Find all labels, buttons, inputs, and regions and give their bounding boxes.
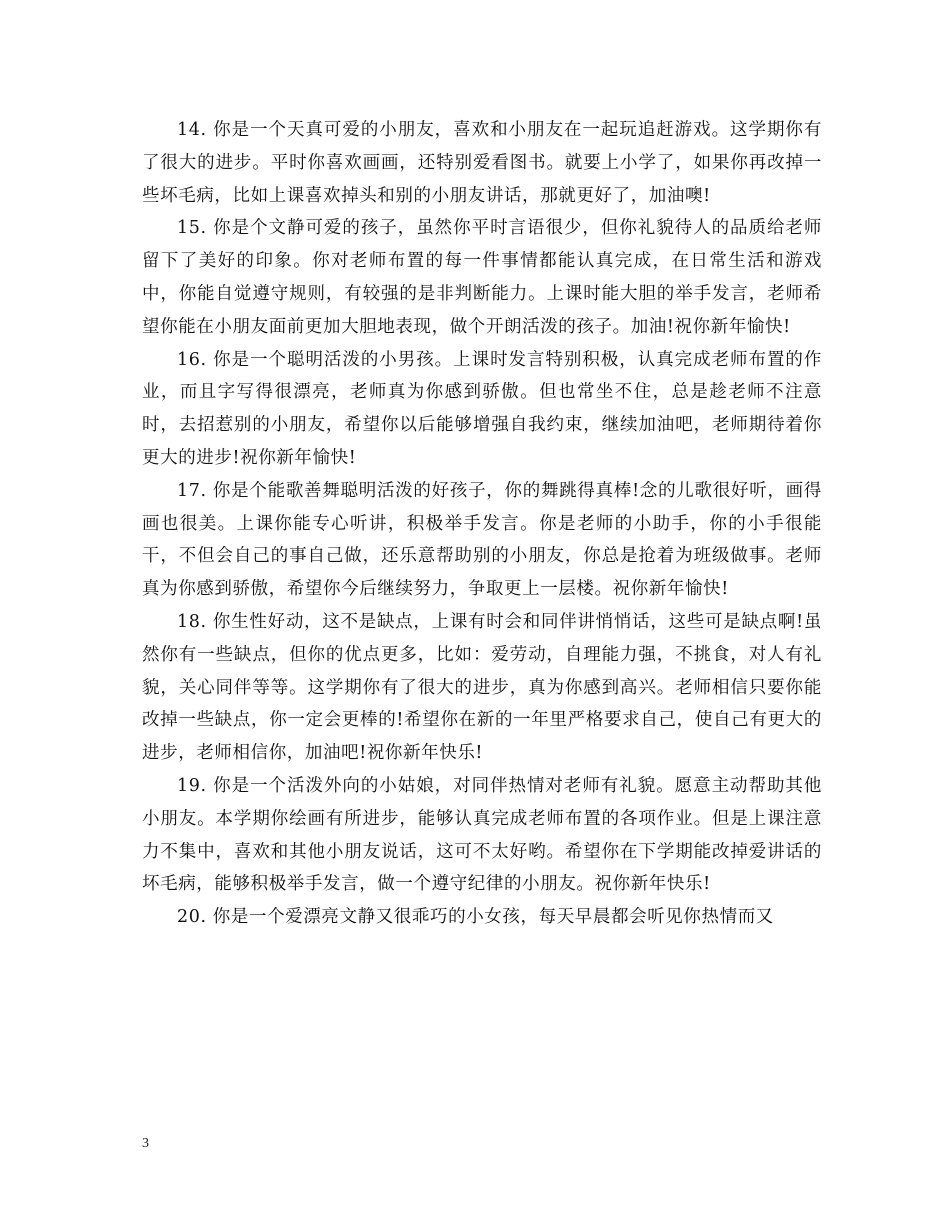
paragraph-16: 16. 你是一个聪明活泼的小男孩。上课时发言特别积极，认真完成老师布置的作业，而且字写得很漂亮，老师真为你感到骄傲。但也常坐不住，总是趁老师不注意时，去招惹别的小朋友，希望你以后能够增强自我约束，继续加油吧，老师期待着你更大的进步!祝你新年愉快! <box>142 349 822 468</box>
paragraph-14: 14. 你是一个天真可爱的小朋友，喜欢和小朋友在一起玩追赶游戏。这学期你有了很大的进步。平时你喜欢画画，还特别爱看图书。就要上小学了，如果你再改掉一些坏毛病，比如上课喜欢掉头和别的小朋友讲话，那就更好了，加油噢! <box>142 120 822 206</box>
document-body <box>142 114 822 934</box>
page-number: 3 <box>142 1136 149 1151</box>
paragraph-20: 20. 你是一个爱漂亮文静又很乖巧的小女孩，每天早晨都会听见你热情而又 <box>177 907 774 928</box>
paragraph-18: 18. 你生性好动，这不是缺点，上课有时会和同伴讲悄悄话，这些可是缺点啊!虽然你有一些缺点，但你的优点更多，比如：爱劳动，自理能力强，不挑食，对人有礼貌，关心同伴等等。这学期你有了很大的进步，真为你感到高兴。老师相信只要你能改掉一些缺点，你一定会更棒的!希望你在新的一年里严格要求自己，使自己有更大的进步，老师相信你，加油吧!祝你新年快乐! <box>142 611 822 764</box>
paragraph-19: 19. 你是一个活泼外向的小姑娘，对同伴热情对老师有礼貌。愿意主动帮助其他小朋友。本学期你绘画有所进步，能够认真完成老师布置的各项作业。但是上课注意力不集中，喜欢和其他小朋友说话，这可不太好哟。希望你在下学期能改掉爱讲话的坏毛病，能够积极举手发言，做一个遵守纪律的小朋友。祝你新年快乐! <box>142 775 822 895</box>
paragraph-15: 15. 你是个文静可爱的孩子，虽然你平时言语很少，但你礼貌待人的品质给老师留下了美好的印象。你对老师布置的每一件事情都能认真完成，在日常生活和游戏中，你能自觉遵守规则，有较强的是非判断能力。上课时能大胆的举手发言，老师希望你能在小朋友面前更加大胆地表现，做个开朗活泼的孩子。加油!祝你新年愉快! <box>142 218 822 337</box>
paragraph-17: 17. 你是个能歌善舞聪明活泼的好孩子，你的舞跳得真棒!念的儿歌很好听，画得画也很美。上课你能专心听讲，积极举手发言。你是老师的小助手，你的小手很能干，不但会自己的事自己做，还乐意帮助别的小朋友，你总是抢着为班级做事。老师真为你感到骄傲，希望你今后继续努力，争取更上一层楼。祝你新年愉快! <box>142 480 822 600</box>
